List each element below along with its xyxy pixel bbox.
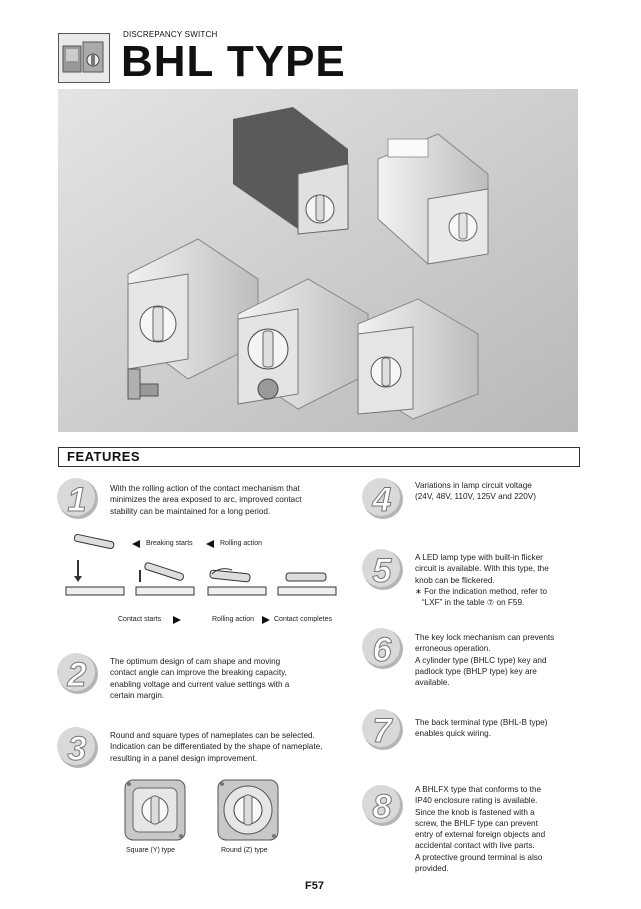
feature-number-5: [361, 548, 405, 592]
product-photo: [58, 89, 578, 432]
product-thumbnail: [58, 33, 110, 83]
feature-8-text: A BHLFX type that conforms to the IP40 enclosure rating is available. Since the knob is fastened with a screw, the BHLF type can prevent entry of external foreign objects and accidental contact with live parts. A protective ground terminal is also provided.: [415, 785, 546, 874]
diagram-label-breaking-starts: Breaking starts: [146, 540, 193, 547]
svg-text:5: 5: [372, 552, 392, 590]
svg-text:7: 7: [372, 712, 392, 750]
page-subtitle: DISCREPANCY SWITCH: [123, 30, 218, 39]
feature-number-6: [361, 627, 405, 671]
diagram-label-contact-completes: Contact completes: [274, 616, 332, 623]
svg-text:6: 6: [372, 631, 392, 669]
diagram-label-contact-starts: Contact starts: [118, 616, 162, 623]
diagram-label-rolling-action-top: Rolling action: [220, 540, 263, 547]
feature-number-3: [56, 726, 100, 770]
page-title: BHL TYPE: [121, 37, 346, 86]
round-nameplate-image: [217, 779, 279, 841]
rolling-action-diagram: [60, 530, 360, 630]
diagram-label-rolling-action-bottom: Rolling action: [212, 616, 255, 623]
square-nameplate-image: [124, 779, 186, 841]
feature-1-text: With the rolling action of the contact mechanism that minimizes the area exposed to arc, improved contact stability can be maintained for a long period.: [110, 484, 302, 516]
feature-5-text: A LED lamp type with built-in flicker circuit is available. With this type, the knob can be flickered. ∗ For the indication method, refer to “LXF” in the table ⑦ on F59.: [415, 553, 549, 608]
square-nameplate-caption: Square (Y) type: [126, 847, 176, 854]
feature-number-1: [56, 477, 100, 521]
feature-3-text: Round and square types of nameplates can be selected. Indication can be differentiated by the shape of nameplate, resulting in a panel design improvement.: [110, 731, 323, 763]
feature-number-7: [361, 708, 405, 752]
feature-4-text: Variations in lamp circuit voltage (24V, 48V, 110V, 125V and 220V): [415, 481, 536, 502]
feature-7-text: The back terminal type (BHL-B type) enables quick wiring.: [415, 718, 548, 739]
svg-text:4: 4: [372, 481, 392, 519]
page-number: F57: [305, 880, 324, 892]
feature-number-text: 1: [67, 481, 87, 519]
svg-text:3: 3: [67, 730, 87, 768]
round-nameplate-caption: Round (Z) type: [221, 847, 268, 854]
feature-number-4: [361, 477, 405, 521]
feature-6-text: The key lock mechanism can prevents erroneous operation. A cylinder type (BHLC type) key and padlock type (BHLP type) key are available.: [415, 633, 555, 688]
feature-2-text: The optimum design of cam shape and moving contact angle can improve the breaking capacity, enabling voltage and current value settings with a certain margin.: [110, 657, 290, 700]
section-title: FEATURES: [67, 449, 141, 464]
svg-text:8: 8: [372, 788, 392, 826]
feature-number-2: [56, 652, 100, 696]
svg-text:2: 2: [67, 656, 87, 694]
feature-number-8: [361, 784, 405, 828]
